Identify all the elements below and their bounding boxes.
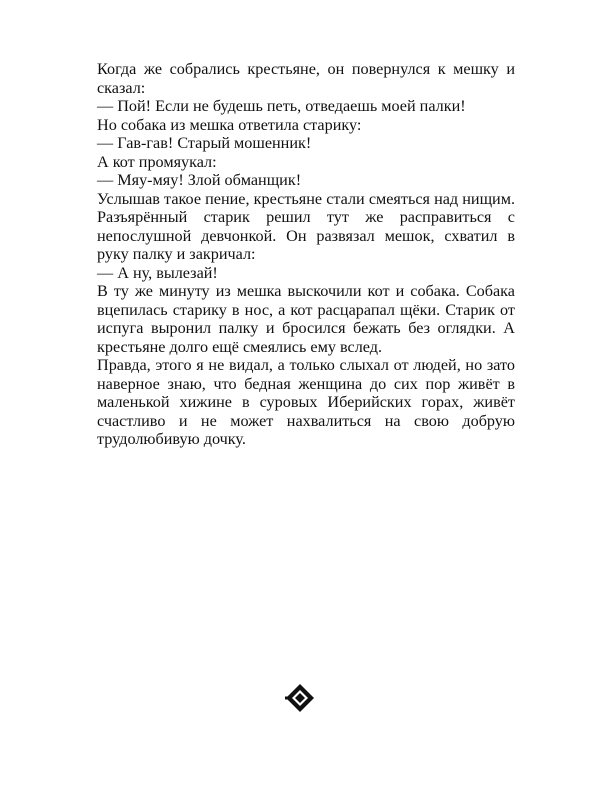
paragraph-5: А кот промяукал: <box>97 152 217 171</box>
paragraph-3: Но собака из мешка ответила старику: <box>97 115 362 134</box>
paragraph-1: Когда же собрались крестьяне, он повернулся к мешку и сказал: <box>97 60 515 97</box>
paragraph-8: — А ну, вылезай! <box>97 263 218 282</box>
paragraph-10: Правда, этого я не видал, а только слыхал от людей, но зато наверное знаю, что бедная женщина до сих пор живёт в маленькой хижине в суровых Иберийских горах, живёт счастливо и не может нахвалиться на свою добрую трудолюбивую дочку. <box>97 356 515 448</box>
story-text <box>97 60 515 449</box>
diamond-ornament-icon <box>285 683 315 713</box>
paragraph-2: — Пой! Если не будешь петь, отведаешь моей палки! <box>97 97 466 115</box>
paragraph-7: Услышав такое пение, крестьяне стали смеяться над нищим. Разъярённый старик решил тут же расправиться с непослушной девчонкой. Он развязал мешок, схватил в руку палку и закричал: <box>97 189 515 263</box>
paragraph-9: В ту же минуту из мешка выскочили кот и собака. Собака вцепилась старику в нос, а кот расцарапал щёки. Старик от испуга выронил палку и бросился бежать без оглядки. А крестьяне долго ещё смеялись ему вслед. <box>97 282 515 356</box>
paragraph-4: — Гав-гав! Старый мошенник! <box>97 134 312 152</box>
paragraph-6: — Мяу-мяу! Злой обманщик! <box>97 171 302 189</box>
